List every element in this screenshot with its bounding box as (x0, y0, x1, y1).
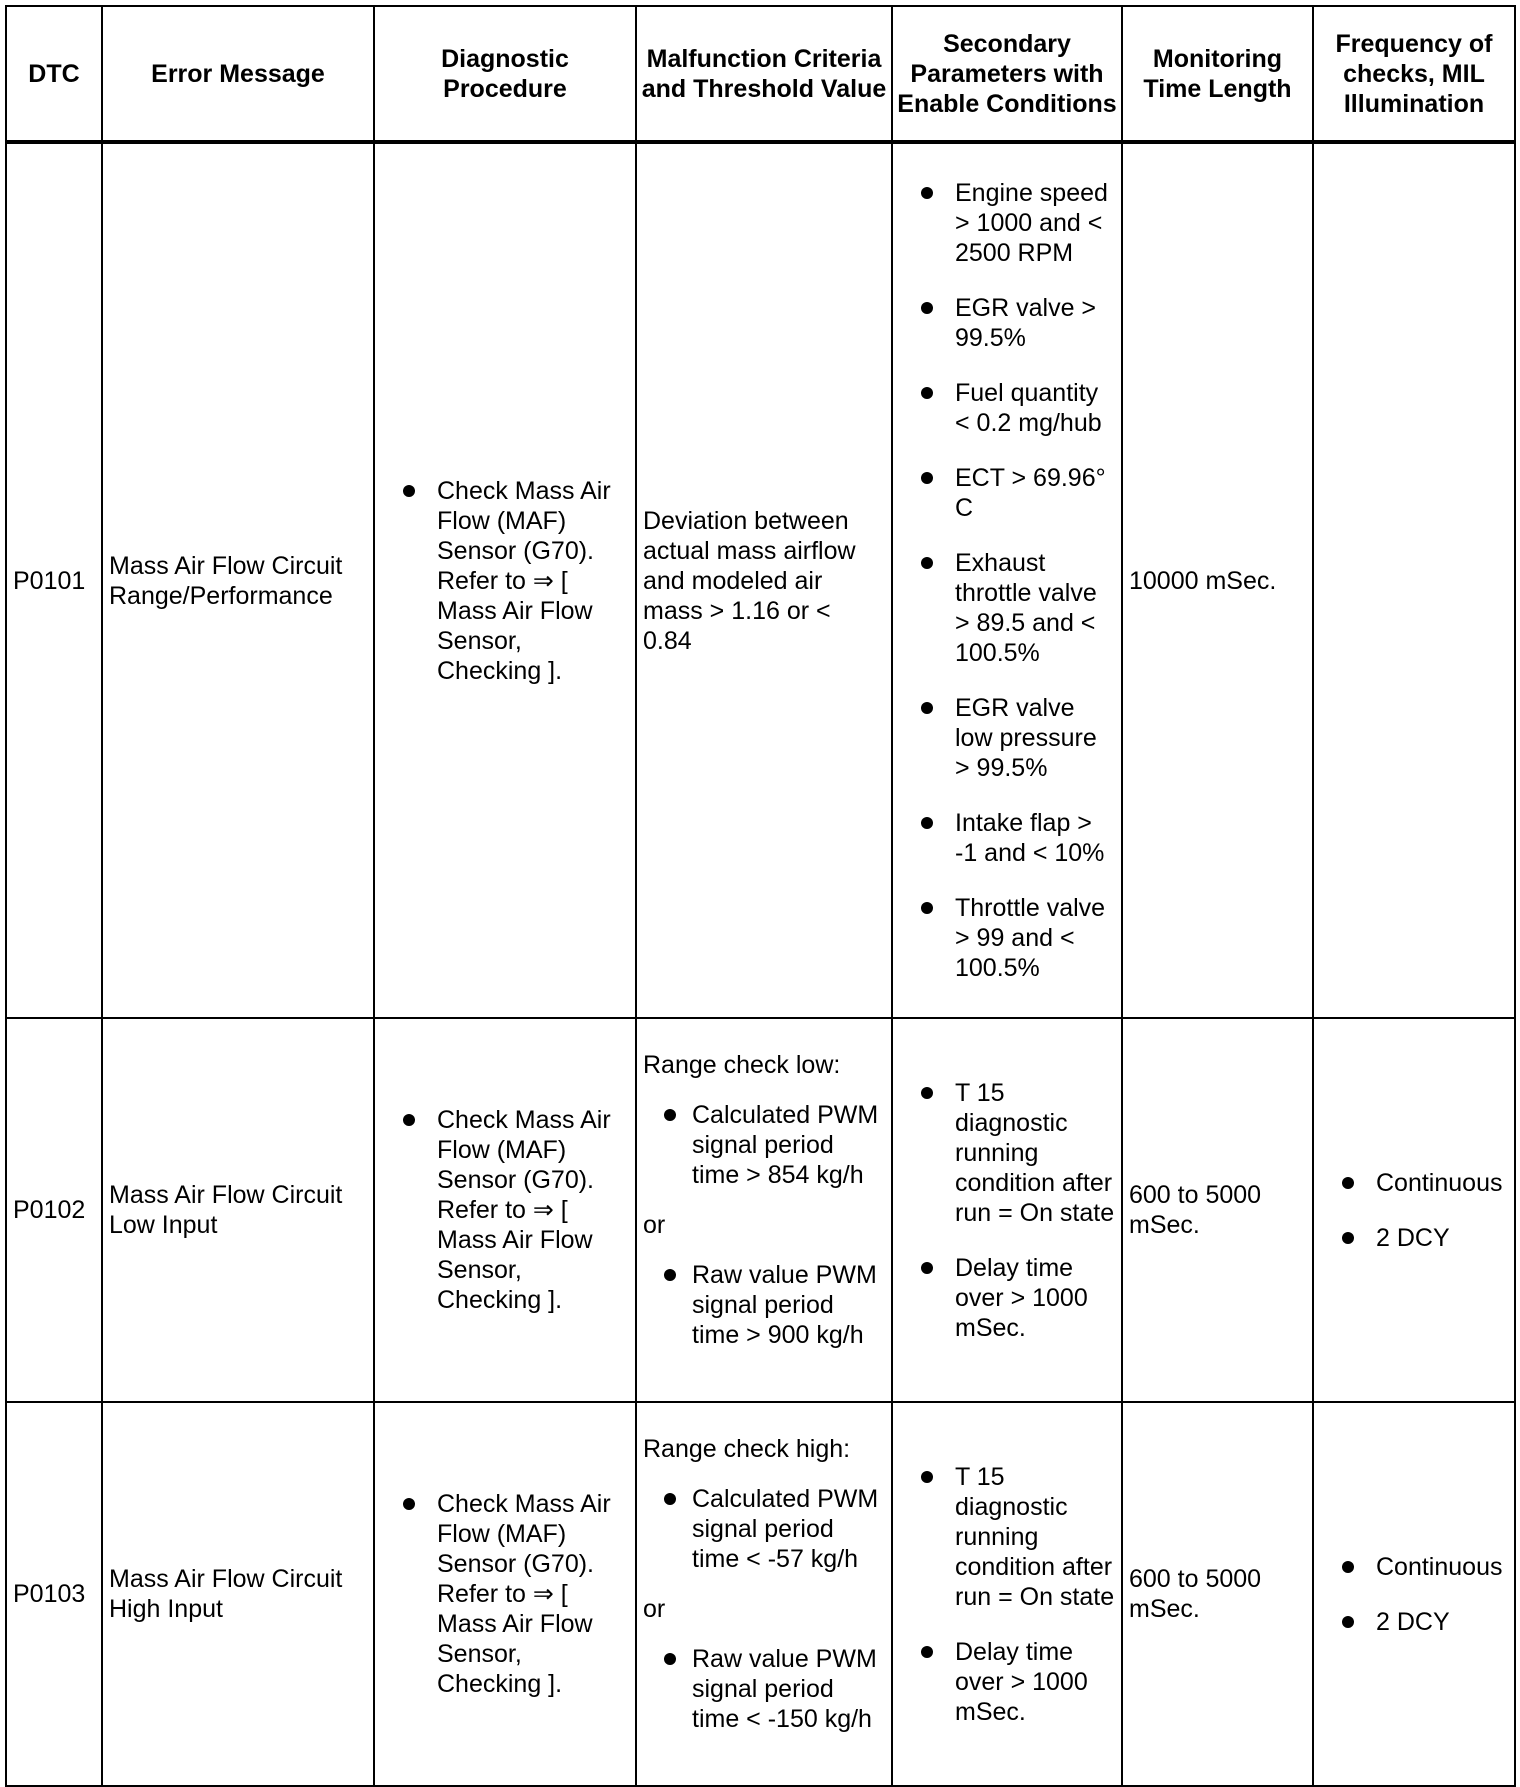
criteria-item: Raw value PWM signal period time < -150 kg/h (643, 1644, 885, 1734)
table-body (6, 142, 1515, 1786)
procedure-item: Check Mass Air Flow (MAF) Sensor (G70). Refer to ⇒ [ Mass Air Flow Sensor, Checking ]. (381, 476, 629, 686)
secondary-item: EGR valve > 99.5% (899, 293, 1115, 353)
criteria-or: or (643, 1211, 666, 1239)
frequency (1313, 1402, 1515, 1786)
criteria-list-b (643, 1644, 885, 1734)
secondary-item: EGR valve low pressure > 99.5% (899, 693, 1115, 783)
monitoring-time: 10000 mSec. (1122, 142, 1313, 1018)
secondary-item: Exhaust throttle valve > 89.5 and < 100.5% (899, 548, 1115, 668)
dtc-table (5, 5, 1516, 1787)
monitoring-time: 600 to 5000 mSec. (1122, 1402, 1313, 1786)
diagnostic-procedure (374, 1018, 636, 1402)
header-secondary-parameters: Secondary Parameters with Enable Conditions (892, 6, 1122, 142)
table-row-p0101 (6, 142, 1515, 1018)
error-message: Mass Air Flow Circuit Range/Performance (102, 142, 374, 1018)
criteria-list-a (643, 1484, 885, 1574)
frequency-item: 2 DCY (1320, 1223, 1508, 1253)
secondary-list (899, 178, 1115, 983)
table-row-p0102 (6, 1018, 1515, 1402)
frequency-item: 2 DCY (1320, 1607, 1508, 1637)
header-frequency: Frequency of checks, MIL Illumination (1313, 6, 1515, 142)
criteria-or: or (643, 1595, 666, 1623)
dtc-code: P0103 (6, 1402, 102, 1786)
diagnostic-procedure (374, 142, 636, 1018)
header-malfunction-criteria: Malfunction Criteria and Threshold Value (636, 6, 892, 142)
secondary-list (899, 1462, 1115, 1727)
secondary-item: Delay time over > 1000 mSec. (899, 1637, 1115, 1727)
malfunction-criteria (636, 1018, 892, 1402)
criteria-list-a (643, 1100, 885, 1190)
secondary-item: T 15 diagnostic running condition after run = On state (899, 1462, 1115, 1612)
secondary-item: Throttle valve > 99 and < 100.5% (899, 893, 1115, 983)
frequency-item: Continuous (1320, 1168, 1508, 1198)
criteria-item: Calculated PWM signal period time < -57 kg/h (643, 1484, 885, 1574)
diagnostic-procedure (374, 1402, 636, 1786)
secondary-list (899, 1078, 1115, 1343)
secondary-item: ECT > 69.96° C (899, 463, 1115, 523)
error-message: Mass Air Flow Circuit High Input (102, 1402, 374, 1786)
procedure-list (381, 1105, 629, 1315)
criteria-heading: Range check high: (643, 1435, 851, 1463)
header-dtc: DTC (6, 6, 102, 142)
secondary-parameters (892, 1402, 1122, 1786)
criteria-list-b (643, 1260, 885, 1350)
secondary-item: Intake flap > -1 and < 10% (899, 808, 1115, 868)
secondary-item: Delay time over > 1000 mSec. (899, 1253, 1115, 1343)
procedure-item: Check Mass Air Flow (MAF) Sensor (G70). Refer to ⇒ [ Mass Air Flow Sensor, Checking ]. (381, 1105, 629, 1315)
procedure-list (381, 1489, 629, 1699)
secondary-item: T 15 diagnostic running condition after run = On state (899, 1078, 1115, 1228)
frequency-list (1320, 1168, 1508, 1253)
monitoring-time: 600 to 5000 mSec. (1122, 1018, 1313, 1402)
procedure-item: Check Mass Air Flow (MAF) Sensor (G70). Refer to ⇒ [ Mass Air Flow Sensor, Checking ]. (381, 1489, 629, 1699)
dtc-code: P0101 (6, 142, 102, 1018)
header-error-message: Error Message (102, 6, 374, 142)
header-row (6, 6, 1515, 142)
secondary-item: Fuel quantity < 0.2 mg/hub (899, 378, 1115, 438)
criteria-heading: Range check low: (643, 1051, 841, 1079)
header-diagnostic-procedure: Diagnostic Procedure (374, 6, 636, 142)
malfunction-criteria: Deviation between actual mass airflow and modeled air mass > 1.16 or < 0.84 (636, 142, 892, 1018)
malfunction-criteria (636, 1402, 892, 1786)
table-header (6, 6, 1515, 142)
procedure-list (381, 476, 629, 686)
secondary-item: Engine speed > 1000 and < 2500 RPM (899, 178, 1115, 268)
error-message: Mass Air Flow Circuit Low Input (102, 1018, 374, 1402)
criteria-item: Raw value PWM signal period time > 900 kg/h (643, 1260, 885, 1350)
dtc-code: P0102 (6, 1018, 102, 1402)
frequency-item: Continuous (1320, 1552, 1508, 1582)
table-row-p0103 (6, 1402, 1515, 1786)
criteria-item: Calculated PWM signal period time > 854 kg/h (643, 1100, 885, 1190)
frequency-list (1320, 1552, 1508, 1637)
secondary-parameters (892, 142, 1122, 1018)
frequency (1313, 1018, 1515, 1402)
header-monitoring-time: Monitoring Time Length (1122, 6, 1313, 142)
frequency (1313, 142, 1515, 1018)
secondary-parameters (892, 1018, 1122, 1402)
